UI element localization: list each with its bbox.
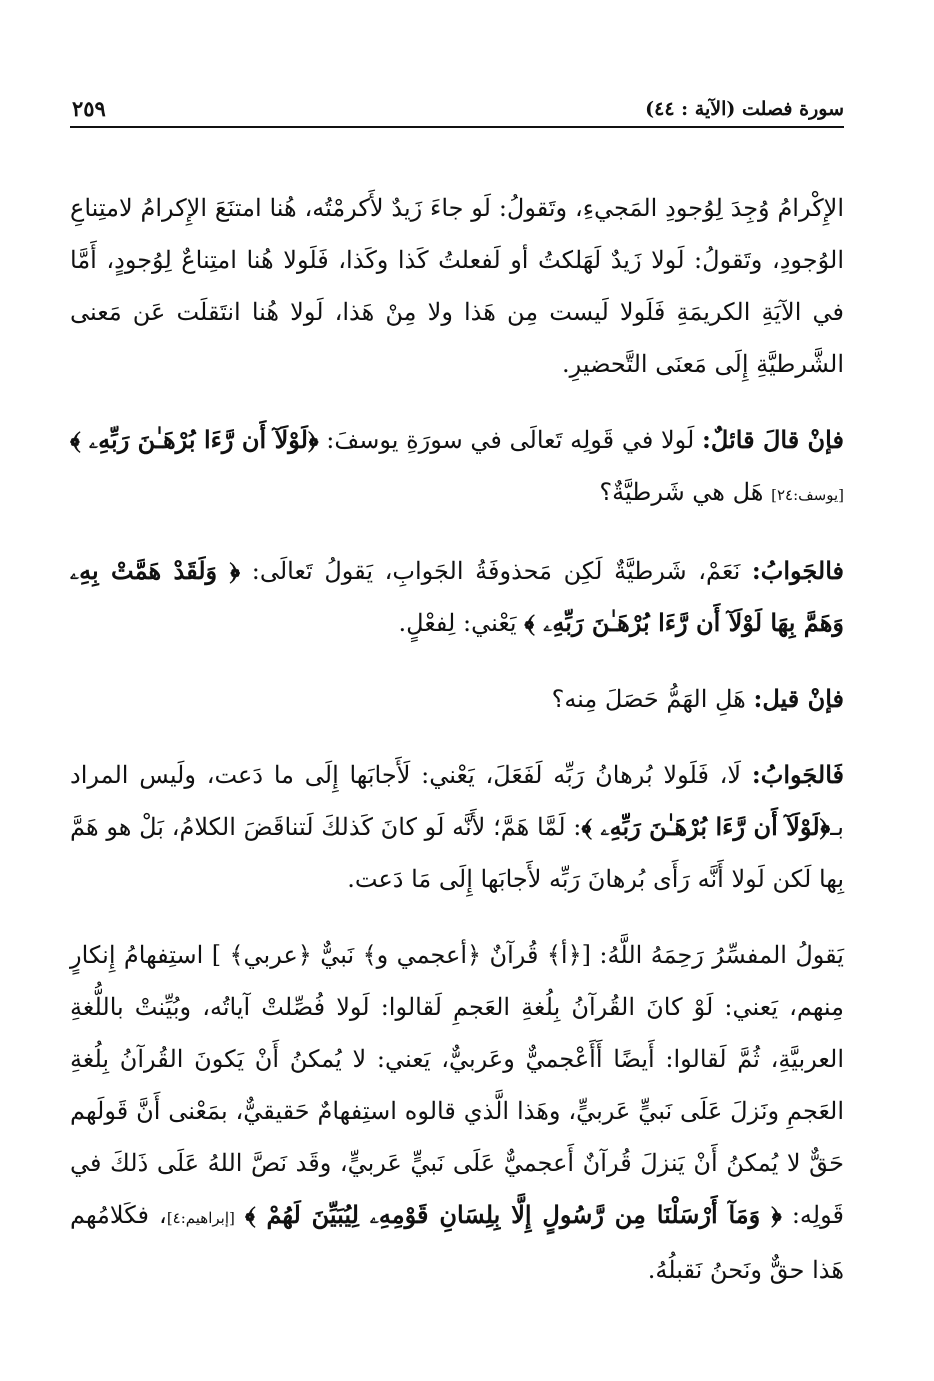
paragraph-text: يَقولُ المفسِّرُ رَحِمَهُ اللَّهُ: [﴿أ﴾ قُرآنٌ ﴿أعجمي و﴾ نَبيٌّ ﴿عربي﴾ ] استِفهامُ إِنكارٍ مِنهم، يَعني: لَوْ كانَ القُرآنُ بِلُغةِ العَجمِ لَقالوا: لَولا فُصِّلتْ آياتُه، وبُيِّنتْ باللُّغةِ العربيَّةِ، ثُمَّ لَقالوا: أَيضًا أَأَعْجميٌّ وعَربيٌّ، يَعني: لا يُمكنُ أَنْ يَكونَ القُرآنُ بِلُغةِ العَجمِ ونَزلَ عَلَى نَبيٍّ عَربيٍّ، وهَذا الَّذي قالوه استِفهامٌ حَقيقيٌّ، بمَعْنى أَنَّ قَولَهم حَقٌّ لا يُمكنُ أَنْ يَنزلَ قُرآنٌ أَعجميٌّ عَلَى نَبيٍّ عَربيٍّ، وقَد نَصَّ اللهُ عَلَى ذَلكَ في قَولِه: [70,941,844,1229]
paragraph-tail: يَعْني: لِفعْلٍ. [398,609,517,637]
paragraph-tail: ، فكَلامُهم هَذا حقٌّ ونَحنُ نَقبلُهُ. [70,1201,844,1284]
paragraph-3 [70,545,844,649]
verse-reference: [يوسف:٢٤] [771,486,844,504]
quran-quote: ﴿ وَمَآ أَرْسَلْنَا مِن رَّسُولٍ إِلَّا بِلِسَانِ قَوْمِهِۦ لِيُبَيِّنَ لَهُمْ ﴾ [244,1200,782,1229]
paragraph-6 [70,929,844,1296]
paragraph-text: هَلِ الهَمُّ حَصَلَ مِنه؟ [551,685,746,713]
paragraph-tail: هَل هي شَرطيَّةٌ؟ [599,478,764,506]
book-page [70,86,844,1316]
paragraph-lead: فإنْ قالَ قائلٌ: [702,425,844,454]
paragraph-text: نَعَمْ، شَرطيَّةٌ لَكِن مَحذوفَةُ الجَوابِ، يَقولُ تَعالَى: [251,557,741,585]
quran-quote: ﴿لَوْلَآ أَن رَّءَا بُرْهَـٰنَ رَبِّهِۦ ﴾ [581,812,831,841]
paragraph-lead: فَالجَوابُ: [751,760,844,789]
paragraph-text: لَولا في قَولِه تَعالَى في سورَةِ يوسفَ: [326,426,695,454]
quran-quote: ﴿ وَلَقَدْ هَمَّتْ بِهِۦ وَهَمَّ بِهَا لَوْلَآ أَن رَّءَا بُرْهَـٰنَ رَبِّهِۦ ﴾ [70,556,844,637]
paragraph-text: الإِكْرامُ وُجِدَ لِوُجودِ المَجيءِ، وتَقولُ: لَو جاءَ زَيدٌ لأَكرمْتُه، هُنا امتنَعَ الإِكرامُ لامتِناعِ الوُجودِ، وتَقولُ: لَولا زَيدٌ لَهَلكتُ أو لَفعلتُ كَذا وكَذا، فَلَولا هُنا امتِناعٌ لِوُجودٍ، أَمَّا في الآيَةِ الكريمَةِ فَلَولا لَيست مِن هَذا ولا مِنْ هَذا، لَولا هُنا انتَقلَت عَن مَعنى الشَّرطيَّةِ إِلَى مَعنَى التَّحضيرِ. [70,194,844,378]
paragraph-lead: فإنْ قيل: [753,684,844,713]
page-body [70,182,844,1320]
header-rule [70,126,844,128]
paragraph-2 [70,414,844,521]
page-header [70,86,844,128]
paragraph-text: لَا، فَلَولا بُرهانُ رَبِّه لَفَعَلَ، يَعْني: لَأَجابَها إِلَى ما دَعت، ولَيس المراد بـ [70,761,844,841]
page-number: ٢٥٩ [72,96,106,121]
verse-reference: [إبراهيم:٤] [166,1209,235,1227]
quran-quote: ﴿لَوْلَآ أَن رَّءَا بُرْهَـٰنَ رَبِّهِۦ ﴾ [70,425,319,454]
paragraph-4 [70,673,844,725]
paragraph-5 [70,749,844,905]
paragraph-1 [70,182,844,390]
paragraph-lead: فالجَوابُ: [751,556,845,585]
running-title: سورة فصلت (الآية : ٤٤) [645,98,844,120]
paragraph-tail: : لَمَّا هَمَّ؛ لأَنَّه لَو كانَ كَذلكَ لَتناقَضَ الكلامُ، بَلْ هو هَمَّ بِها لَكن لَولا أَنَّه رَأَى بُرهانَ رَبِّه لأَجابَها إِلَى مَا دَعت. [70,813,844,893]
